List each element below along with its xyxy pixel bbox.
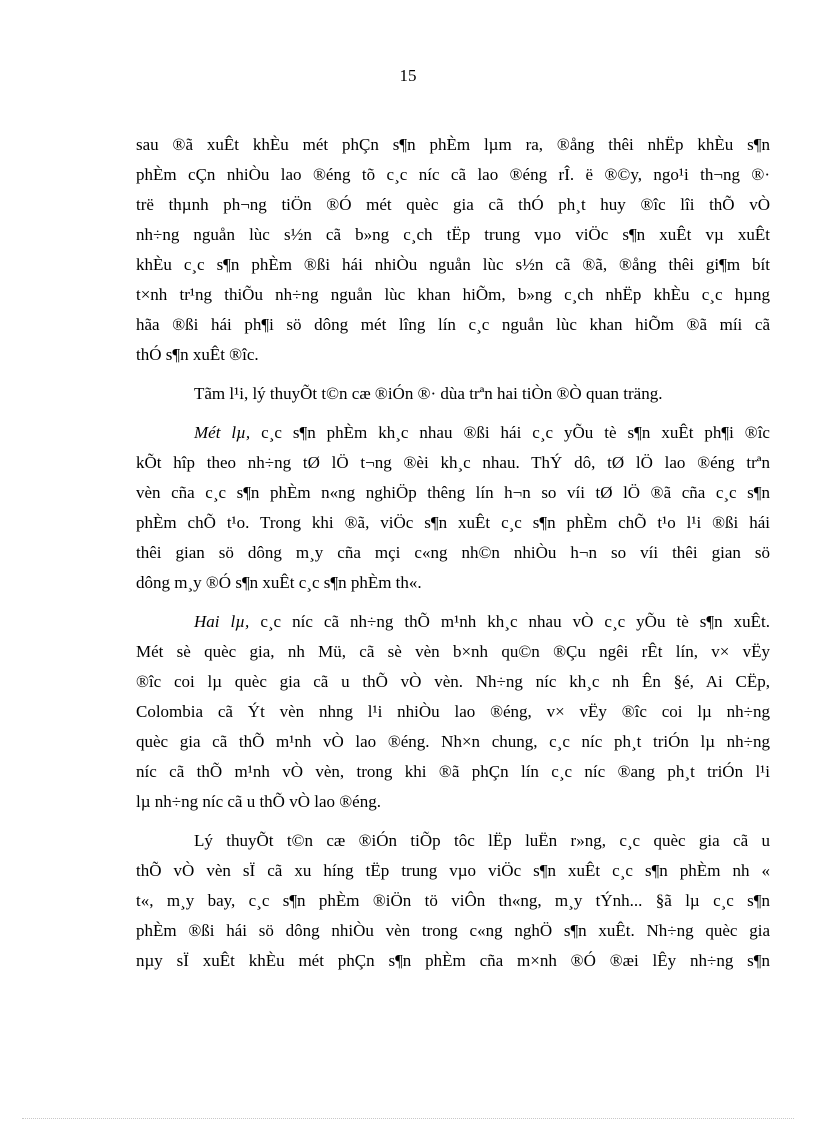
- text-line: kÕt hîp theo nh÷ng tØ lÖ t¬ng ®èi kh¸c nhau. ThÝ dô, tØ lÖ lao ®éng trªn: [136, 453, 770, 472]
- text-line: Mét sè quèc gia, nh Mü, cã sè vèn b×nh qu©n ®Çu ngêi rÊt lín, v× vËy: [136, 642, 770, 661]
- text-line: Lý thuyÕt t©n cæ ®iÓn tiÕp tôc lËp luËn r»ng, c¸c quèc gia cã u: [194, 831, 770, 850]
- body-text: [136, 130, 770, 976]
- text-line: Tãm l¹i, lý thuyÕt t©n cæ ®iÓn ®· dùa trªn hai tiÒn ®Ò quan träng.: [194, 384, 663, 403]
- text-line: níc cã thÕ m¹nh vÒ vèn, trong khi ®ã phÇn lín c¸c níc ®ang ph¸t triÓn l¹i: [136, 762, 770, 781]
- text-line: ®îc coi lµ quèc gia cã u thÕ vÒ vèn. Nh÷ng níc kh¸c nh Ên §é, Ai CËp,: [136, 672, 770, 691]
- text-line: thêi gian sö dông m¸y cña mçi c«ng nh©n nhiÒu h¬n so víi thêi gian sö: [136, 543, 770, 562]
- paragraph: [136, 379, 770, 409]
- text-line: hãa ®ßi hái ph¶i sö dông mét lîng lín c¸c nguån lùc khan hiÕm ®ã míi cã: [136, 315, 770, 334]
- text-line: Mét lµ, c¸c s¶n phÈm kh¸c nhau ®ßi hái c¸c yÕu tè s¶n xuÊt ph¶i ®îc: [194, 423, 770, 442]
- text-line: phÈm ®ßi hái sö dông nhiÒu vèn trong c«ng nghÖ s¶n xuÊt. Nh÷ng quèc gia: [136, 921, 770, 940]
- paragraph: [136, 607, 770, 817]
- text-line: nµy sÏ xuÊt khÈu mét phÇn s¶n phÈm cña m×nh ®Ó ®æi lÊy nh÷ng s¶n: [136, 951, 770, 970]
- paragraph: [136, 826, 770, 976]
- text-line: nh÷ng nguån lùc s½n cã b»ng c¸ch tËp trung vµo viÖc s¶n xuÊt vµ xuÊt: [136, 225, 770, 244]
- text-line: phÈm cÇn nhiÒu lao ®éng tõ c¸c níc cã lao ®éng rÎ. ë ®©y, ngo¹i th¬ng ®·: [136, 165, 770, 184]
- text-line: trë thµnh ph¬ng tiÖn ®Ó mét quèc gia cã thÓ ph¸t huy ®îc lîi thÕ vÒ: [136, 195, 770, 214]
- text-line: vèn cña c¸c s¶n phÈm n«ng nghiÖp thêng lín h¬n so víi tØ lÖ ®ã cña c¸c s¶n: [136, 483, 770, 502]
- paragraph: [136, 130, 770, 370]
- text-line: khÈu c¸c s¶n phÈm ®ßi hái nhiÒu nguån lùc s½n cã ®ã, ®ång thêi gi¶m bít: [136, 255, 770, 274]
- text-line: lµ nh÷ng níc cã u thÕ vÒ lao ®éng.: [136, 792, 381, 811]
- text-line: thÓ s¶n xuÊt ®îc.: [136, 345, 259, 364]
- paragraph-lead: Mét lµ,: [194, 423, 251, 442]
- text-line: Hai lµ, c¸c níc cã nh÷ng thÕ m¹nh kh¸c nhau vÒ c¸c yÕu tè s¶n xuÊt.: [194, 612, 770, 631]
- paragraph-lead: Hai lµ,: [194, 612, 250, 631]
- page-bottom-rule: [22, 1118, 794, 1119]
- text-line: quèc gia cã thÕ m¹nh vÒ lao ®éng. Nh×n chung, c¸c níc ph¸t triÓn lµ nh÷ng: [136, 732, 770, 751]
- text-line: t«, m¸y bay, c¸c s¶n phÈm ®iÖn tö viÔn th«ng, m¸y tÝnh... §ã lµ c¸c s¶n: [136, 891, 770, 910]
- text-line: Colombia cã Ýt vèn nhng l¹i nhiÒu lao ®éng, v× vËy ®îc coi lµ nh÷ng: [136, 702, 770, 721]
- page-number: 15: [399, 66, 417, 85]
- paragraph: [136, 418, 770, 598]
- text-line: t×nh tr¹ng thiÕu nh÷ng nguån lùc khan hiÕm, b»ng c¸ch nhËp khÈu c¸c hµng: [136, 285, 770, 304]
- text-line: thÕ vÒ vèn sÏ cã xu híng tËp trung vµo viÖc s¶n xuÊt c¸c s¶n phÈm nh «: [136, 861, 770, 880]
- text-line: phÈm chÕ t¹o. Trong khi ®ã, viÖc s¶n xuÊt c¸c s¶n phÈm chÕ t¹o l¹i ®ßi hái: [136, 513, 770, 532]
- text-line: dông m¸y ®Ó s¶n xuÊt c¸c s¶n phÈm th«.: [136, 573, 422, 592]
- text-line: sau ®ã xuÊt khÈu mét phÇn s¶n phÈm lµm ra, ®ång thêi nhËp khÈu s¶n: [136, 135, 770, 154]
